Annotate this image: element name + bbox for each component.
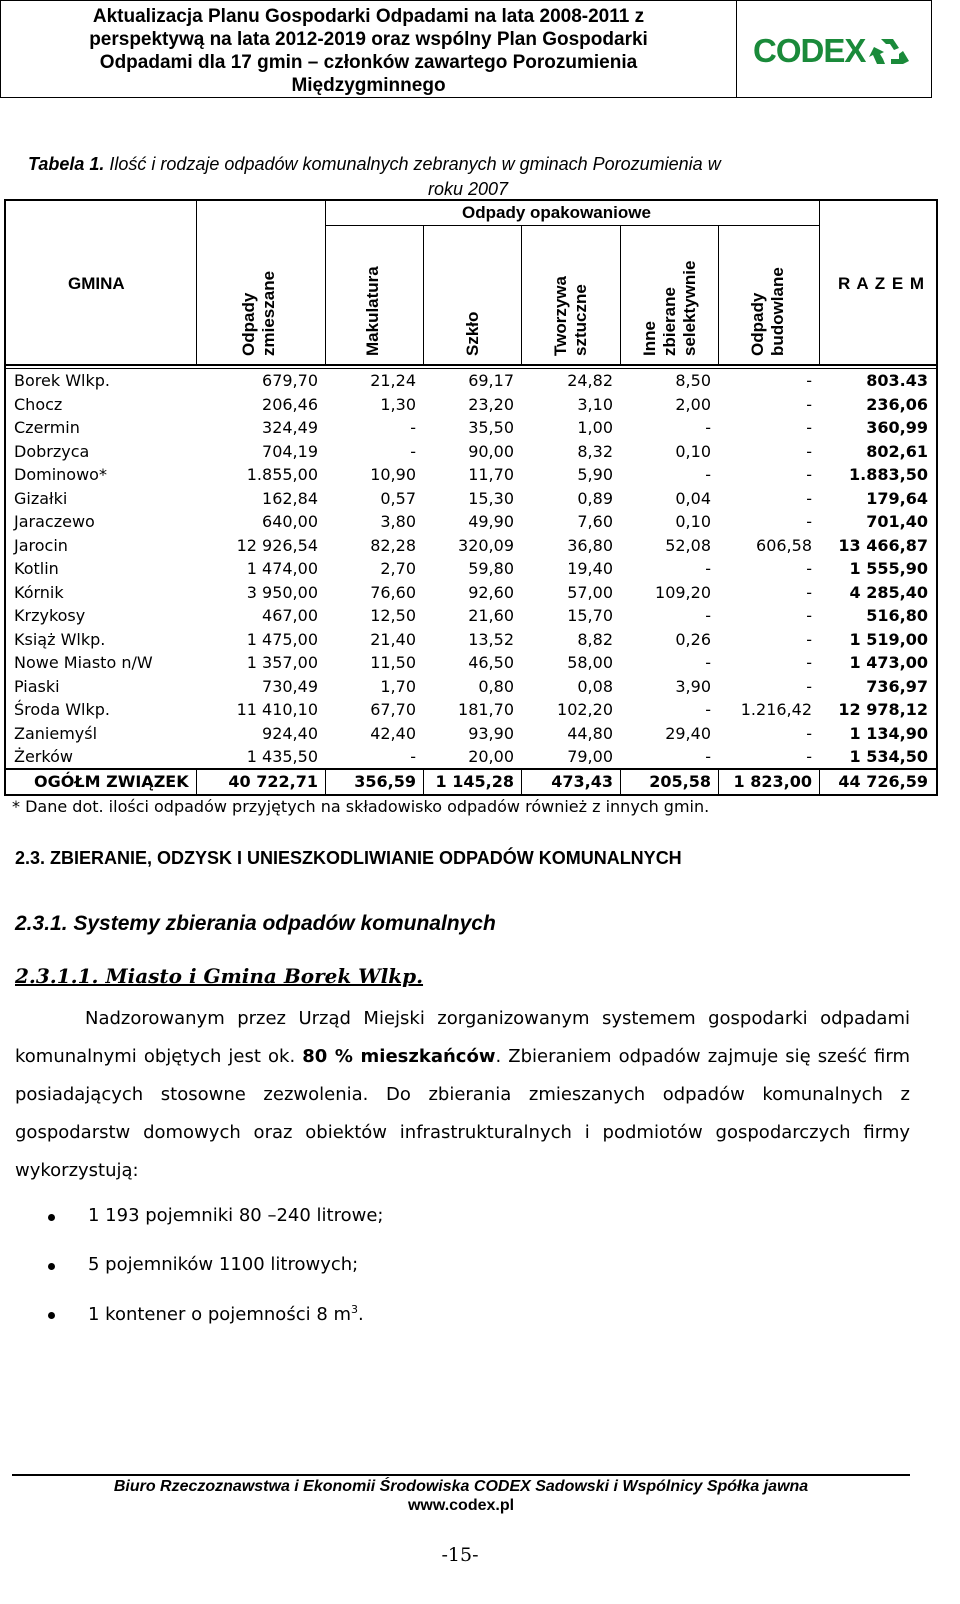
cell-value: 24,82: [567, 371, 613, 390]
cell-value: 49,90: [468, 512, 514, 531]
cell-value: 15,30: [468, 488, 514, 508]
cell-value: -: [806, 512, 812, 531]
cell-value: 360,99: [866, 418, 928, 437]
col-divider: [620, 225, 621, 366]
cell-value: 92,60: [468, 582, 514, 602]
cell-value: 11,70: [468, 465, 514, 484]
cell-gmina: Krzykosy: [14, 606, 86, 625]
cell-gmina: OGÓŁM ZWIĄZEK: [34, 772, 189, 791]
cell-value: 924,40: [262, 723, 318, 743]
cell-value: 4 285,40: [849, 582, 928, 602]
cell-value: 29,40: [665, 723, 711, 743]
cell-value: 12 926,54: [236, 535, 318, 555]
cell-value: 0,10: [675, 512, 711, 531]
col-header-glass: [463, 312, 483, 356]
cell-value: 0,89: [577, 488, 613, 508]
cell-value: 13,52: [468, 629, 514, 649]
cell-value: -: [806, 606, 812, 625]
cell-value: 0,26: [675, 629, 711, 649]
cell-value: 12 978,12: [838, 700, 928, 719]
col-header-gmina: GMINA: [68, 274, 125, 293]
group-header-packaging: Odpady opakowaniowe: [462, 203, 651, 222]
table-row: [10, 557, 958, 580]
cell-value: -: [806, 488, 812, 508]
cell-value: 236,06: [866, 394, 928, 414]
cell-value: 0,57: [380, 488, 416, 508]
cell-value: 0,10: [675, 441, 711, 461]
table-row: [10, 534, 958, 557]
page-header: [0, 0, 932, 98]
list-item-text-main: 1 kontener o pojemności 8 m: [88, 1304, 352, 1325]
cell-gmina: Książ Wlkp.: [14, 629, 106, 649]
cell-value: 1 823,00: [733, 772, 812, 791]
table-row: [10, 628, 958, 651]
list-item-text: [88, 1303, 364, 1325]
col-divider: [521, 225, 522, 366]
cell-gmina: Jarocin: [14, 535, 68, 555]
cell-value: 1 435,50: [246, 747, 318, 766]
caption-text: Ilość i rodzaje odpadów komunalnych zebranych w gminach Porozumienia w: [104, 154, 721, 174]
header-line: zbierane: [660, 287, 679, 356]
cell-value: 1 134,90: [849, 723, 928, 743]
cell-value: 802,61: [866, 441, 928, 461]
cell-value: -: [705, 653, 711, 672]
cell-value: 356,59: [354, 772, 416, 791]
caption-label: Tabela 1.: [28, 154, 105, 174]
cell-value: 1.855,00: [246, 465, 318, 484]
cell-value: 21,24: [370, 371, 416, 390]
cell-value: 516,80: [866, 606, 928, 625]
cell-value: -: [806, 465, 812, 484]
cell-gmina: Piaski: [14, 676, 60, 696]
header-line: budowlane: [768, 267, 787, 356]
cell-value: 2,00: [675, 394, 711, 414]
cell-value: -: [806, 418, 812, 437]
cell-value: -: [806, 653, 812, 672]
title-line: Aktualizacja Planu Gospodarki Odpadami na lata 2008-2011 z: [92, 6, 645, 27]
cell-value: 3,80: [380, 512, 416, 531]
title-line: perspektywą na lata 2012-2019 oraz wspólny Plan Gospodarki: [89, 29, 648, 50]
cell-gmina: Kórnik: [14, 582, 64, 602]
cell-value: 324,49: [262, 418, 318, 437]
cell-value: 736,97: [866, 676, 928, 696]
cell-value: -: [410, 418, 416, 437]
cell-value: 701,40: [866, 512, 928, 531]
cell-value: 46,50: [468, 653, 514, 672]
cell-value: 21,40: [370, 629, 416, 649]
cell-gmina: Dominowo*: [14, 465, 107, 484]
cell-value: -: [806, 582, 812, 602]
cell-value: 1 145,28: [435, 772, 514, 791]
paragraph-text: Nadzorowanym przez Urząd Miejski zorganizowanym systemem gospodarki odpadami komunalnymi objętych jest ok.: [15, 1008, 910, 1067]
cell-value: -: [705, 747, 711, 766]
cell-value: -: [806, 559, 812, 578]
cell-value: -: [410, 747, 416, 766]
cell-value: 8,82: [577, 629, 613, 649]
table-border-bottom: [4, 794, 938, 796]
cell-value: 5,90: [577, 465, 613, 484]
table-row: [10, 440, 958, 463]
cell-value: 13 466,87: [838, 535, 928, 555]
table-row: [10, 416, 958, 439]
cell-gmina: Nowe Miasto n/W: [14, 653, 153, 672]
cell-value: 40 722,71: [228, 772, 318, 791]
cell-value: 1.883,50: [849, 465, 928, 484]
list-item-text: 1 193 pojemniki 80 –240 litrowe;: [88, 1205, 384, 1226]
cell-value: 205,58: [649, 772, 711, 791]
cell-value: 79,00: [567, 747, 613, 766]
table-row: [10, 651, 958, 674]
cell-value: 3 950,00: [246, 582, 318, 602]
cell-value: -: [705, 559, 711, 578]
cell-value: 35,50: [468, 418, 514, 437]
cell-value: -: [806, 723, 812, 743]
table-row: [10, 698, 958, 721]
cell-value: 1 357,00: [246, 653, 318, 672]
cell-value: 44 726,59: [838, 772, 928, 791]
cell-value: 59,80: [468, 559, 514, 578]
table-row: [10, 510, 958, 533]
cell-value: 8,32: [577, 441, 613, 461]
cell-value: -: [705, 700, 711, 719]
cell-value: 15,70: [567, 606, 613, 625]
subsubsection-heading: 2.3.1.1. Miasto i Gmina Borek Wlkp.: [15, 964, 424, 988]
table-caption: [28, 152, 928, 202]
header-line: Inne: [640, 321, 659, 356]
table-row: [10, 393, 958, 416]
bullet-icon: [48, 1312, 55, 1319]
group-header-divider: [325, 225, 820, 226]
cell-gmina: Chocz: [14, 394, 63, 414]
cell-value: 606,58: [756, 535, 812, 555]
list-item-text: 5 pojemników 1100 litrowych;: [88, 1254, 359, 1275]
superscript: 3: [351, 1303, 359, 1316]
header-line: zmieszane: [259, 270, 278, 356]
header-line: Makulatura: [363, 266, 382, 356]
cell-value: 102,20: [557, 700, 613, 719]
paragraph-text: . Zbieraniem odpadów zajmuje się sześć firm posiadających stosowne zezwolenia. Do zbierania zmieszanych odpadów komunalnych z gospodarstw domowych oraz obiektów infrastrukturalnych i podmiotów gospodarczych firmy wykorzystują:: [15, 1046, 910, 1181]
col-divider: [325, 199, 326, 366]
recycle-icon: [869, 39, 909, 64]
cell-value: 69,17: [468, 371, 514, 390]
col-header-construction: [748, 267, 788, 356]
header-line: Odpady: [239, 292, 258, 356]
cell-value: 76,60: [370, 582, 416, 602]
cell-value: 12,50: [370, 606, 416, 625]
cell-gmina: Borek Wlkp.: [14, 371, 110, 390]
col-divider: [196, 199, 197, 366]
footer-company: Biuro Rzeczoznawstwa i Ekonomii Środowiska CODEX Sadowski i Wspólnicy Spółka jawna: [113, 1478, 809, 1495]
page-number: -15-: [441, 1544, 479, 1566]
cell-value: 10,90: [370, 465, 416, 484]
header-line: Szkło: [463, 311, 482, 356]
cell-value: -: [806, 371, 812, 390]
cell-value: 52,08: [665, 535, 711, 555]
subsection-heading: 2.3.1. Systemy zbierania odpadów komunalnych: [15, 912, 496, 935]
footer-website: www.codex.pl: [407, 1497, 515, 1514]
cell-value: -: [705, 418, 711, 437]
col-divider: [423, 225, 424, 366]
cell-value: 206,46: [262, 394, 318, 414]
cell-value: 20,00: [468, 747, 514, 766]
cell-value: 93,90: [468, 723, 514, 743]
table-row: [10, 722, 958, 745]
cell-value: 1,30: [380, 394, 416, 414]
cell-value: 730,49: [262, 676, 318, 696]
cell-gmina: Gizałki: [14, 488, 68, 508]
cell-gmina: Środa Wlkp.: [14, 700, 110, 719]
cell-value: 3,90: [675, 676, 711, 696]
cell-value: 42,40: [370, 723, 416, 743]
bullet-icon: [48, 1263, 55, 1270]
cell-value: 58,00: [567, 653, 613, 672]
header-line: selektywnie: [680, 260, 699, 356]
cell-value: 0,80: [478, 676, 514, 696]
col-divider: [718, 225, 719, 366]
cell-value: 0,08: [577, 676, 613, 696]
cell-value: 23,20: [468, 394, 514, 414]
cell-value: 1 555,90: [849, 559, 928, 578]
cell-value: 7,60: [577, 512, 613, 531]
table-row: [10, 463, 958, 486]
table-row: [10, 604, 958, 627]
cell-value: 473,43: [551, 772, 613, 791]
col-header-paper: [363, 266, 383, 356]
cell-value: 320,09: [458, 535, 514, 555]
document-title: [1, 1, 737, 97]
caption-text-line2: roku 2007: [427, 179, 509, 199]
cell-value: 36,80: [567, 535, 613, 555]
cell-value: 0,04: [675, 488, 711, 508]
col-header-plastic: [551, 276, 591, 356]
col-header-total: R A Z E M: [838, 274, 926, 293]
cell-value: -: [806, 747, 812, 766]
cell-value: 1 475,00: [246, 629, 318, 649]
cell-value: 181,70: [458, 700, 514, 719]
table-border-left: [4, 199, 6, 796]
col-header-other: [640, 261, 700, 356]
cell-value: 21,60: [468, 606, 514, 625]
cell-gmina: Zaniemyśl: [14, 723, 98, 743]
title-line: Międzygminnego: [291, 75, 446, 96]
cell-value: 1,00: [577, 418, 613, 437]
cell-value: 11,50: [370, 653, 416, 672]
section-heading: 2.3. ZBIERANIE, ODZYSK I UNIESZKODLIWIANIE ODPADÓW KOMUNALNYCH: [15, 848, 682, 868]
table-total-row: [10, 770, 958, 793]
col-header-mixed: [239, 271, 279, 356]
codex-logo: [753, 33, 918, 67]
cell-value: -: [806, 629, 812, 649]
col-divider: [819, 199, 820, 366]
header-line: Tworzywa: [551, 276, 570, 356]
cell-value: 1 534,50: [849, 747, 928, 766]
bullet-icon: [48, 1214, 55, 1221]
cell-value: 109,20: [655, 582, 711, 602]
cell-value: -: [806, 394, 812, 414]
table-header-border: [4, 364, 938, 366]
cell-value: 8,50: [675, 371, 711, 390]
cell-value: 11 410,10: [236, 700, 318, 719]
cell-value: 1.216,42: [740, 700, 812, 719]
footnote: * Dane dot. ilości odpadów przyjętych na składowisko odpadów również z innych gmin.: [12, 797, 710, 816]
logo-text: CODEX: [753, 33, 866, 67]
cell-value: 1 519,00: [849, 629, 928, 649]
list-item-text-end: .: [358, 1304, 364, 1325]
cell-gmina: Kotlin: [14, 559, 59, 578]
body-paragraph: [15, 1000, 910, 1190]
cell-value: 67,70: [370, 700, 416, 719]
cell-value: 19,40: [567, 559, 613, 578]
cell-gmina: Jaraczewo: [14, 512, 95, 531]
cell-value: 640,00: [262, 512, 318, 531]
cell-gmina: Dobrzyca: [14, 441, 90, 461]
header-line: sztuczne: [571, 284, 590, 356]
cell-value: 179,64: [866, 488, 928, 508]
cell-value: 57,00: [567, 582, 613, 602]
cell-value: 704,19: [262, 441, 318, 461]
cell-value: 90,00: [468, 441, 514, 461]
cell-value: 1 473,00: [849, 653, 928, 672]
cell-gmina: Żerków: [14, 747, 73, 766]
cell-value: -: [806, 441, 812, 461]
cell-value: 3,10: [577, 394, 613, 414]
table-row: [10, 675, 958, 698]
cell-gmina: Czermin: [14, 418, 80, 437]
table-row: [10, 581, 958, 604]
cell-value: -: [705, 606, 711, 625]
cell-value: 82,28: [370, 535, 416, 555]
cell-value: 1 474,00: [246, 559, 318, 578]
cell-value: 162,84: [262, 488, 318, 508]
cell-value: -: [705, 465, 711, 484]
cell-value: 803.43: [866, 371, 928, 390]
cell-value: 467,00: [262, 606, 318, 625]
cell-value: -: [410, 441, 416, 461]
table-row: [10, 745, 958, 768]
table-border-top: [4, 199, 938, 201]
table-row: [10, 369, 958, 392]
cell-value: 44,80: [567, 723, 613, 743]
paragraph-bold: 80 % mieszkańców: [302, 1046, 496, 1067]
table-row: [10, 487, 958, 510]
footer-rule: [12, 1474, 910, 1476]
cell-value: 679,70: [262, 371, 318, 390]
cell-value: 1,70: [380, 676, 416, 696]
cell-value: -: [806, 676, 812, 696]
title-line: Odpadami dla 17 gmin – członków zawartego Porozumienia: [99, 52, 638, 73]
header-line: Odpady: [748, 292, 767, 356]
cell-value: 2,70: [380, 559, 416, 578]
